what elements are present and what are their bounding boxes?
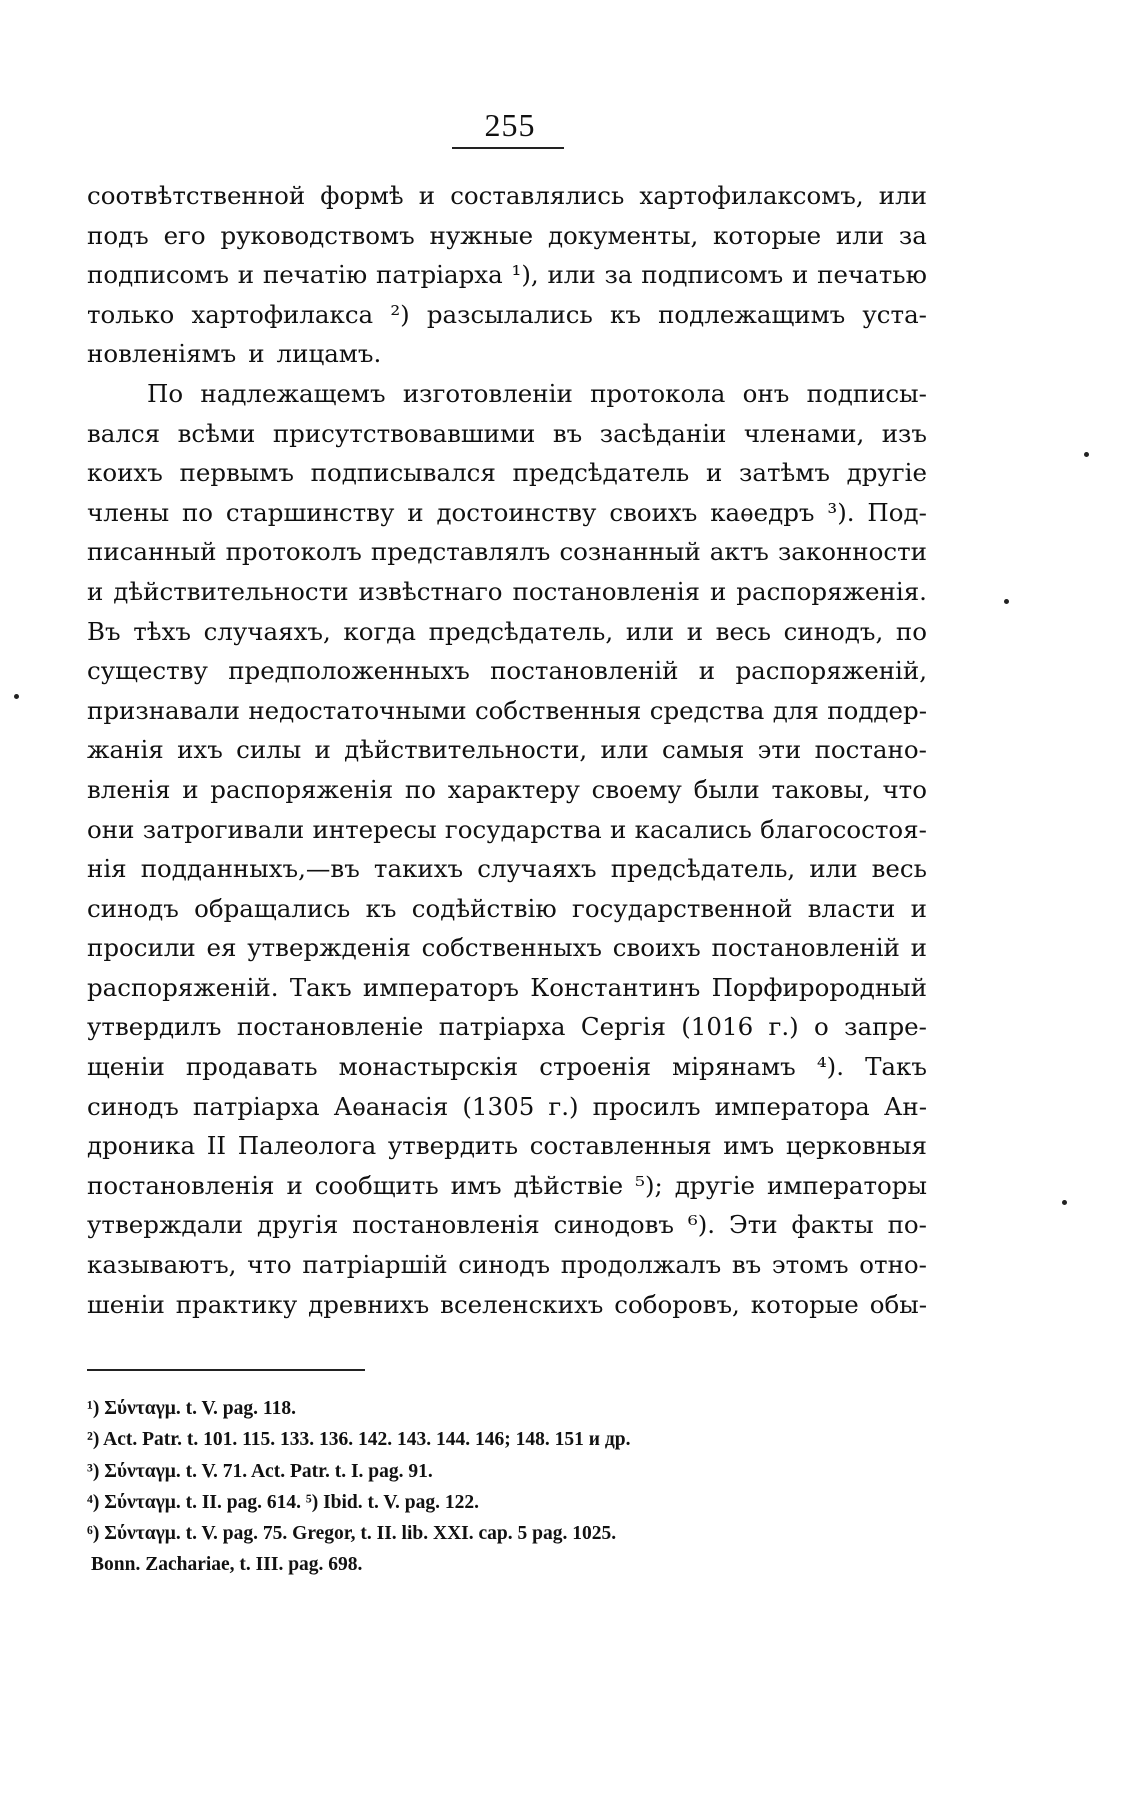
word: сознанный [559, 537, 701, 567]
word: что [247, 1250, 292, 1280]
text-line [87, 1245, 927, 1285]
word: мірянамъ [672, 1052, 796, 1082]
word: продавать [185, 1052, 318, 1082]
word: имъ [450, 1170, 502, 1200]
word: патріарха [376, 260, 503, 290]
word: Сергія [580, 1012, 666, 1042]
word: и [791, 260, 809, 290]
footnote: ⁶) Σύνταγμ. t. V. pag. 75. Gregor, t. II. lib. XXI. cap. 5 pag. 1025. [87, 1523, 617, 1545]
text-line [87, 493, 927, 533]
footnote: Bonn. Zachariae, t. III. pag. 698. [91, 1554, 363, 1576]
word: руководствомъ [220, 220, 415, 250]
word: законности [777, 537, 927, 567]
word: Константинъ [530, 972, 701, 1002]
word: Палеолога [237, 1131, 377, 1161]
text-line [87, 1166, 927, 1206]
word: Въ [87, 616, 121, 646]
word: этомъ [771, 1250, 849, 1280]
word: весь [871, 854, 927, 884]
text-line [87, 334, 927, 374]
word: поддер- [827, 695, 927, 725]
word: только [87, 299, 175, 329]
word: или [625, 616, 675, 646]
word: подписывался [310, 458, 496, 488]
word: обы- [869, 1289, 927, 1319]
word: надлежащемъ [200, 378, 386, 408]
word: патріаршій [302, 1250, 448, 1280]
word: строенія [539, 1052, 652, 1082]
word: и [87, 576, 104, 606]
word: просилъ [592, 1091, 701, 1121]
word: протоколъ [225, 537, 362, 567]
word: по [895, 616, 927, 646]
word: были [693, 774, 760, 804]
word: вселенскихъ [440, 1289, 604, 1319]
word: Эти [728, 1210, 778, 1240]
print-speck [1062, 1200, 1067, 1205]
word: въ [552, 418, 583, 448]
word: извѣстнаго [358, 576, 503, 606]
word: разсылались [426, 299, 593, 329]
text-line [87, 176, 927, 216]
word: императоръ [362, 972, 520, 1002]
word: II [206, 1131, 227, 1161]
word: всѣми [177, 418, 256, 448]
word: и [418, 181, 436, 210]
word: засѣданіи [599, 418, 727, 448]
word: ¹), [511, 260, 539, 290]
word: другіе [674, 1170, 756, 1200]
text-line [87, 572, 927, 612]
word: Аѳанасія [333, 1091, 449, 1121]
word: жанія [87, 735, 164, 765]
word: подписы- [806, 378, 927, 408]
word: (1016 [681, 1012, 754, 1042]
page-number-rule [452, 147, 564, 149]
word: характеру [447, 774, 580, 804]
text-line [87, 612, 927, 652]
text-line [87, 691, 927, 731]
word: продолжалъ [560, 1250, 722, 1280]
word: синодъ [87, 1091, 179, 1121]
word: или [835, 220, 885, 250]
word: къ [365, 893, 397, 923]
word: случаяхъ [477, 854, 597, 884]
word: древнихъ [308, 1289, 430, 1319]
word: подписомъ [87, 260, 229, 290]
word: дѣйствіе [513, 1170, 624, 1200]
word: они [87, 814, 135, 844]
text-line [87, 1285, 927, 1325]
word: г.) [768, 1012, 799, 1042]
word: собственныхъ [421, 933, 602, 963]
word: для [772, 695, 819, 725]
word: уста- [862, 299, 927, 329]
word: писанный [87, 537, 217, 567]
word: дроника [87, 1131, 196, 1161]
word: документы, [547, 220, 699, 250]
word: факты [791, 1210, 874, 1240]
text-line [87, 1007, 927, 1047]
word: по [404, 774, 436, 804]
word: за [898, 220, 927, 250]
text-line [87, 849, 927, 889]
word: благосостоя- [760, 814, 927, 844]
word: и [286, 1170, 303, 1200]
word: или [878, 181, 927, 210]
word: каѳедръ [710, 497, 815, 527]
word: обращались [194, 893, 351, 923]
word: формѣ [320, 181, 404, 210]
word: и [709, 576, 727, 606]
word: содѣйствію [411, 893, 557, 923]
word: практику [175, 1289, 298, 1319]
word: и [910, 933, 927, 963]
word: своему [591, 774, 682, 804]
word: отно- [859, 1250, 927, 1280]
text-line [87, 1126, 927, 1166]
word: щеніи [87, 1052, 165, 1082]
word: средства [649, 695, 765, 725]
word: существу [87, 656, 208, 686]
word: ея [206, 933, 237, 963]
footnote: ¹) Σύνταγμ. t. V. pag. 118. [87, 1398, 296, 1419]
word: собственныя [474, 695, 642, 725]
word: и [182, 774, 199, 804]
word: другіе [846, 458, 927, 488]
word: за [604, 260, 633, 290]
word: синодъ, [783, 616, 884, 646]
footnote: ³) Σύνταγμ. t. V. 71. Act. Patr. t. I. pag. 91. [87, 1460, 433, 1482]
word: ²) [390, 299, 410, 329]
word: печатію [262, 260, 368, 290]
word: вался [87, 418, 161, 448]
word: по- [887, 1210, 927, 1240]
word: запре- [844, 1012, 927, 1042]
word: старшинству [225, 497, 395, 527]
word: патріарха [438, 1012, 566, 1042]
text-line [87, 255, 927, 295]
text-line [87, 453, 927, 493]
text-line [87, 810, 927, 850]
word: постановленій [490, 656, 679, 686]
word: и [698, 656, 716, 686]
word: монастырскія [338, 1052, 519, 1082]
word: г.) [548, 1091, 579, 1121]
word: силы [236, 735, 302, 765]
word: ⁵); [635, 1170, 663, 1200]
word: предсѣдатель [512, 458, 690, 488]
word: ⁶). [687, 1210, 716, 1240]
word: печатью [817, 260, 927, 290]
word: составленныя [529, 1131, 712, 1161]
word: дѣйствительности, [344, 735, 588, 765]
word: присутствовавшими [272, 418, 536, 448]
word: самыя [662, 735, 745, 765]
word: распоряженія. [736, 576, 927, 606]
word: и [314, 735, 331, 765]
word: соотвѣтственной [87, 181, 306, 210]
word: лицамъ. [276, 339, 382, 369]
text-line [87, 374, 927, 414]
word: предположенныхъ [228, 656, 470, 686]
word: (1305 [462, 1091, 535, 1121]
text-line [87, 968, 927, 1008]
word: императора [714, 1091, 870, 1121]
word: распоряженій, [735, 656, 927, 686]
word: эти [757, 735, 802, 765]
word: и [407, 497, 424, 527]
word: затрогивали [142, 814, 305, 844]
text-line [87, 1087, 927, 1127]
word: признавали [87, 695, 240, 725]
word: о [814, 1012, 829, 1042]
page-number: 255 [484, 107, 536, 143]
word: предсѣдатель, [610, 854, 796, 884]
word: утвердить [387, 1131, 519, 1161]
word: синодъ [458, 1250, 551, 1280]
word: императоры [767, 1170, 927, 1200]
word: и [237, 260, 255, 290]
text-line [87, 730, 927, 770]
word: первымъ [179, 458, 294, 488]
word: Порфирородный [711, 972, 927, 1002]
word: просили [87, 933, 196, 963]
word: которые [750, 1289, 859, 1319]
word: постановленіе [236, 1012, 424, 1042]
word: подъ [87, 220, 149, 250]
word: нія [87, 854, 127, 884]
word: изготовленіи [402, 378, 573, 408]
print-speck [1084, 452, 1089, 457]
print-speck [14, 694, 19, 699]
word: актъ [709, 537, 769, 567]
footnote: ⁴) Σύνταγμ. t. II. pag. 614. ⁵) Ibid. t. V. pag. 122. [87, 1491, 479, 1513]
word: касались [634, 814, 752, 844]
word: постановленія [87, 1170, 275, 1200]
word: имъ [723, 1131, 775, 1161]
footnote: ²) Act. Patr. t. 101. 115. 133. 136. 142. 143. 144. 146; 148. 151 и др. [87, 1429, 631, 1451]
word: патріарха [192, 1091, 320, 1121]
word: и [910, 893, 927, 923]
word: вленія [87, 774, 171, 804]
word: члены [87, 497, 170, 527]
text-line [87, 928, 927, 968]
word: хартофилакса [191, 299, 374, 329]
word: соборовъ, [614, 1289, 740, 1319]
word: которые [713, 220, 822, 250]
word: тѣхъ [133, 616, 191, 646]
text-line [87, 532, 927, 572]
word: составлялись [450, 181, 625, 210]
body-text [87, 176, 927, 1324]
word: По [147, 378, 184, 408]
word: распоряженій. [87, 972, 279, 1002]
word: и [610, 814, 627, 844]
word: коихъ [87, 458, 163, 488]
word: Такъ [289, 972, 352, 1002]
print-speck [1004, 599, 1009, 604]
word: по [181, 497, 214, 527]
word: хартофилаксомъ, [639, 181, 864, 210]
word: или [547, 260, 596, 290]
footnote-separator [87, 1369, 365, 1371]
word: случаяхъ, [203, 616, 331, 646]
word: ихъ [177, 735, 223, 765]
word: утвержденія [247, 933, 411, 963]
word: ³). [827, 497, 855, 527]
word: и [705, 458, 723, 488]
word: своихъ [612, 933, 701, 963]
word: и [248, 339, 265, 369]
word: казываютъ, [87, 1250, 237, 1280]
word: что [882, 774, 927, 804]
word: къ [610, 299, 641, 329]
footnotes [87, 1393, 907, 1581]
word: затѣмъ [738, 458, 830, 488]
text-line [87, 295, 927, 335]
text-line [87, 651, 927, 691]
word: достоинству [436, 497, 597, 527]
text-line [87, 1047, 927, 1087]
word: своихъ [609, 497, 698, 527]
word: представлялъ [370, 537, 551, 567]
word: ⁴). [816, 1052, 845, 1082]
word: государства [444, 814, 602, 844]
word: или [809, 854, 858, 884]
word: власти [807, 893, 896, 923]
word: и [686, 616, 704, 646]
word: постановленія [352, 1210, 540, 1240]
word: интересы [312, 814, 437, 844]
word: сообщить [314, 1170, 439, 1200]
word: его [163, 220, 206, 250]
word: онъ [742, 378, 790, 408]
word: новленіямъ [87, 339, 237, 369]
word: Ан- [883, 1091, 927, 1121]
word: предсѣдатель, [428, 616, 614, 646]
word: постановленія [512, 576, 701, 606]
word: весь [715, 616, 772, 646]
word: когда [343, 616, 416, 646]
word: утверждали [87, 1210, 244, 1240]
word: Под- [867, 497, 927, 527]
word: подписомъ [641, 260, 784, 290]
word: протокола [590, 378, 726, 408]
text-line [87, 889, 927, 929]
text-line [87, 1205, 927, 1245]
word: утвердилъ [87, 1012, 222, 1042]
word: таковы, [771, 774, 871, 804]
word: членами, [743, 418, 865, 448]
word: въ [731, 1250, 762, 1280]
word: подлежащимъ [658, 299, 846, 329]
word: государственной [572, 893, 793, 923]
word: дѣйствительности [113, 576, 349, 606]
word: нужные [429, 220, 534, 250]
word: такихъ [373, 854, 464, 884]
word: синодъ [87, 893, 179, 923]
word: синодовъ [553, 1210, 674, 1240]
word: постано- [814, 735, 927, 765]
word: изъ [881, 418, 927, 448]
word: другія [256, 1210, 339, 1240]
word: недостаточными [248, 695, 467, 725]
word: или [600, 735, 649, 765]
word: постановленій [711, 933, 900, 963]
word: Такъ [865, 1052, 927, 1082]
word: распоряженія [210, 774, 394, 804]
text-line [87, 216, 927, 256]
word: церковныя [785, 1131, 927, 1161]
word: подданныхъ,—въ [140, 854, 360, 884]
word: шеніи [87, 1289, 165, 1319]
text-line [87, 770, 927, 810]
text-line [87, 414, 927, 454]
